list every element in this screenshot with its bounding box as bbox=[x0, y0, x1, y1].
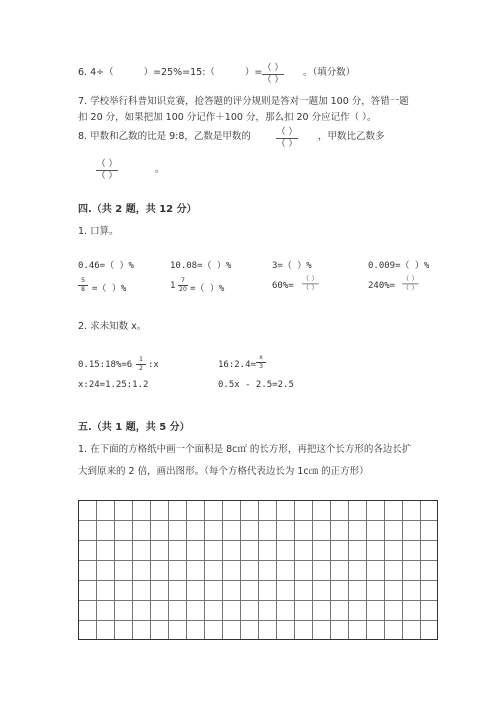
frac-5-8: 5 8 bbox=[78, 278, 88, 294]
oral-1-7-20-rest: =（ ）% bbox=[190, 284, 225, 294]
oral-5-8-rest: =（ ）% bbox=[92, 284, 127, 294]
oral-3: 3=（ ）% bbox=[272, 261, 312, 271]
q6-note: 。（填分数） bbox=[303, 67, 356, 78]
q6-text: 6. 4÷（ ）=25%=15:（ ）= bbox=[78, 67, 263, 78]
section5-line1: 1. 在下面的方格纸中画一个面积是 8c㎡ 的长方形，再把这个长方形的各边长扩 bbox=[78, 444, 412, 455]
oral-0-46: 0.46=（ ）% bbox=[78, 261, 134, 271]
eq2-frac-x-3: x 3 bbox=[256, 355, 266, 371]
oral-0-009: 0.009=（ ）% bbox=[368, 261, 430, 271]
oral-60: 60%= bbox=[272, 281, 294, 291]
q8-text-2: ，甲数比乙数多 bbox=[318, 131, 385, 142]
q7-line2: 扣 20 分，如果把加 100 分记作＋100 分，那么扣 20 分应记作（ ）。 bbox=[78, 112, 377, 123]
mixed-int: 1 bbox=[170, 281, 176, 291]
eq1-left: 0.15:18%=6 bbox=[78, 360, 133, 370]
q8-fraction-blank-2[interactable]: （ ） （ ） bbox=[96, 159, 118, 181]
frac-7-20: 7 20 bbox=[179, 277, 187, 293]
section4-q2: 2. 求未知数 x。 bbox=[78, 321, 147, 332]
section4-title: 四.（共 2 题，共 12 分） bbox=[78, 204, 197, 215]
section5-title: 五.（共 1 题，共 5 分） bbox=[78, 422, 190, 433]
oral-240-fraction-blank[interactable]: （ ） （ ） bbox=[402, 275, 419, 292]
eq1-frac-1-2: 1 2 bbox=[136, 357, 146, 373]
q8-text: 8. 甲数和乙数的比是 9:8，乙数是甲数的 bbox=[78, 131, 251, 142]
grid-paper[interactable] bbox=[78, 500, 438, 640]
oral-10-08: 10.08=（ ）% bbox=[170, 261, 232, 271]
eq3: x:24=1.25:1.2 bbox=[78, 380, 149, 390]
q8-fraction-blank-1[interactable]: （ ） （ ） bbox=[276, 127, 298, 149]
q8-end: 。 bbox=[155, 164, 165, 175]
q7-line1: 7. 学校举行科普知识竞赛，抢答题的评分规则是答对一题加 100 分，答错一题 bbox=[78, 96, 409, 107]
eq4: 0.5x - 2.5=2.5 bbox=[218, 380, 294, 390]
oral-60-fraction-blank[interactable]: （ ） （ ） bbox=[302, 275, 319, 292]
oral-240: 240%= bbox=[368, 281, 396, 291]
eq2-left: 16:2.4= bbox=[218, 360, 256, 370]
q6-fraction-blank[interactable]: （ ） （ ） bbox=[262, 63, 284, 85]
eq1-right: :x bbox=[148, 360, 159, 370]
section4-q1: 1. 口算。 bbox=[78, 226, 119, 237]
section5-line2: 大到原来的 2 倍，画出图形。（每个方格代表边长为 1c㎝ 的正方形） bbox=[78, 466, 369, 477]
